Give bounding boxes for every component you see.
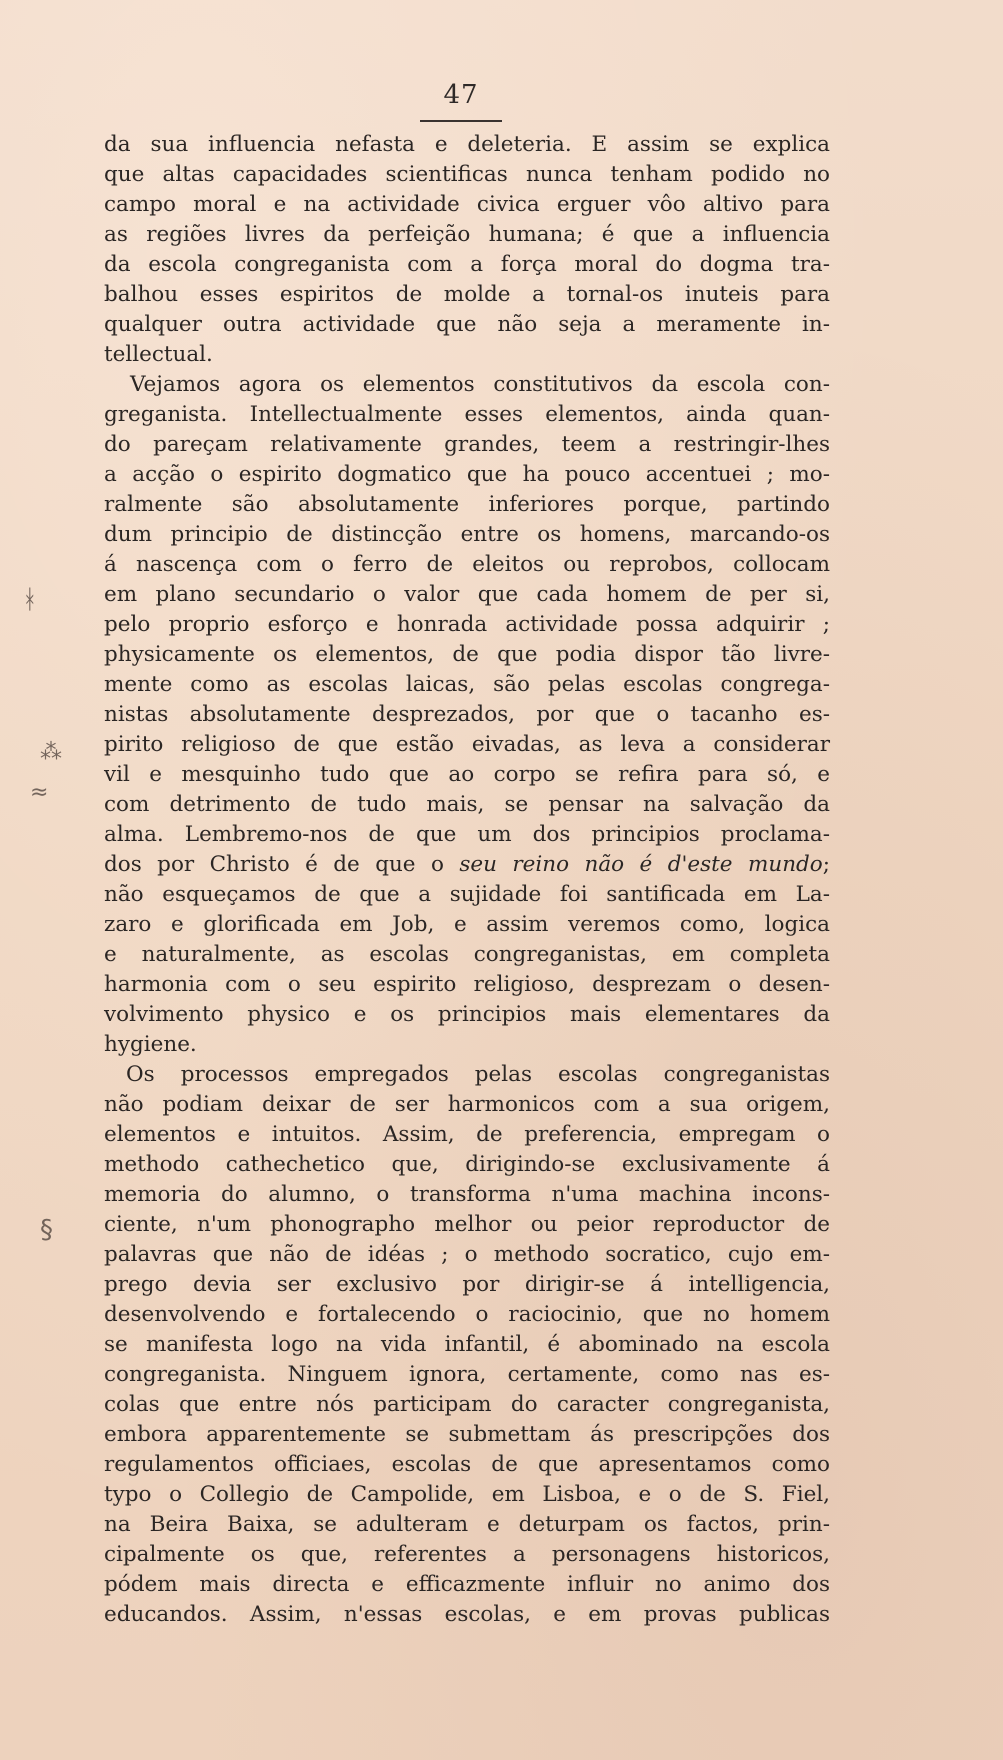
text-line: as regiões livres da perfeição humana; é que a influencia bbox=[104, 222, 830, 247]
text-line: vil e mesquinho tudo que ao corpo se refira para só, e bbox=[104, 762, 830, 787]
text-line: com detrimento de tudo mais, se pensar na salvação da bbox=[104, 792, 830, 817]
page-number: 47 bbox=[443, 80, 479, 110]
text-line: na Beira Baixa, se adulteram e deturpam os factos, prin- bbox=[104, 1512, 830, 1537]
text-fragment: ; bbox=[822, 852, 830, 877]
margin-ink-mark: ᚼ bbox=[22, 585, 38, 615]
text-line: do pareçam relativamente grandes, teem a restringir-lhes bbox=[104, 432, 830, 457]
text-line: e naturalmente, as escolas congreganistas, em completa bbox=[104, 942, 830, 967]
text-line: alma. Lembremo-nos de que um dos principios proclama- bbox=[104, 822, 830, 847]
text-line: pelo proprio esforço e honrada actividade possa adquirir ; bbox=[104, 612, 830, 637]
text-line: nistas absolutamente desprezados, por que o tacanho es- bbox=[104, 702, 830, 727]
text-line: tellectual. bbox=[104, 342, 213, 367]
text-fragment: dos por Christo é de que o bbox=[104, 852, 460, 877]
text-line: ciente, n'um phonographo melhor ou peior reproductor de bbox=[104, 1212, 830, 1237]
text-line: palavras que não de idéas ; o methodo socratico, cujo em- bbox=[104, 1242, 830, 1267]
text-line: methodo cathechetico que, dirigindo-se exclusivamente á bbox=[104, 1152, 830, 1177]
paragraph-start-line: Os processos empregados pelas escolas congreganistas bbox=[126, 1062, 830, 1087]
text-line: prego devia ser exclusivo por dirigir-se á intelligencia, bbox=[104, 1272, 830, 1297]
text-line: á nascença com o ferro de eleitos ou reprobos, collocam bbox=[104, 552, 830, 577]
text-line-with-quote bbox=[104, 850, 830, 880]
text-line: cipalmente os que, referentes a personagens historicos, bbox=[104, 1542, 830, 1567]
margin-ink-mark: ≈ bbox=[30, 780, 49, 805]
text-line: physicamente os elementos, de que podia dispor tão livre- bbox=[104, 642, 830, 667]
text-line: que altas capacidades scientificas nunca tenham podido no bbox=[104, 162, 830, 187]
text-line: educandos. Assim, n'essas escolas, e em provas publicas bbox=[104, 1602, 830, 1627]
text-line: dum principio de distincção entre os homens, marcando-os bbox=[104, 522, 830, 547]
text-line: pirito religioso de que estão eivadas, as leva a considerar bbox=[104, 732, 830, 757]
text-line: elementos e intuitos. Assim, de preferencia, empregam o bbox=[104, 1122, 830, 1147]
text-line: regulamentos officiaes, escolas de que apresentamos como bbox=[104, 1452, 830, 1477]
text-line: hygiene. bbox=[104, 1032, 197, 1057]
text-line: ralmente são absolutamente inferiores porque, partindo bbox=[104, 492, 830, 517]
paragraph-start-line: Vejamos agora os elementos constitutivos da escola con- bbox=[130, 372, 830, 397]
text-line: a acção o espirito dogmatico que ha pouco accentuei ; mo- bbox=[104, 462, 830, 487]
text-line: volvimento physico e os principios mais elementares da bbox=[104, 1002, 830, 1027]
text-line: greganista. Intellectualmente esses elementos, ainda quan- bbox=[104, 402, 830, 427]
text-line: campo moral e na actividade civica erguer vôo altivo para bbox=[104, 192, 830, 217]
text-line: zaro e glorificada em Job, e assim veremos como, logica bbox=[104, 912, 830, 937]
text-line: mente como as escolas laicas, são pelas escolas congrega- bbox=[104, 672, 830, 697]
text-line: se manifesta logo na vida infantil, é abominado na escola bbox=[104, 1332, 830, 1357]
text-line: qualquer outra actividade que não seja a meramente in- bbox=[104, 312, 830, 337]
text-line: em plano secundario o valor que cada homem de per si, bbox=[104, 582, 830, 607]
text-line: da escola congreganista com a força moral do dogma tra- bbox=[104, 252, 830, 277]
text-line: pódem mais directa e efficazmente influir no animo dos bbox=[104, 1572, 830, 1597]
text-line: balhou esses espiritos de molde a tornal-os inuteis para bbox=[104, 282, 830, 307]
text-line: harmonia com o seu espirito religioso, desprezam o desen- bbox=[104, 972, 830, 997]
text-line: desenvolvendo e fortalecendo o raciocinio, que no homem bbox=[104, 1302, 830, 1327]
text-line: congreganista. Ninguem ignora, certamente, como nas es- bbox=[104, 1362, 830, 1387]
page-number-rule bbox=[420, 120, 502, 122]
text-line: da sua influencia nefasta e deleteria. E assim se explica bbox=[104, 132, 830, 157]
body-text bbox=[104, 130, 830, 1630]
margin-ink-mark: ⁂ bbox=[40, 740, 62, 765]
text-line: embora apparentemente se submettam ás prescripções dos bbox=[104, 1422, 830, 1447]
margin-ink-mark: § bbox=[40, 1215, 53, 1245]
text-line: não esqueçamos de que a sujidade foi santificada em La- bbox=[104, 882, 830, 907]
text-line: colas que entre nós participam do caracter congreganista, bbox=[104, 1392, 830, 1417]
italic-quote: seu reino não é d'este mundo bbox=[459, 852, 823, 877]
text-line: typo o Collegio de Campolide, em Lisboa, e o de S. Fiel, bbox=[104, 1482, 830, 1507]
text-line: não podiam deixar de ser harmonicos com a sua origem, bbox=[104, 1092, 830, 1117]
text-line: memoria do alumno, o transforma n'uma machina incons- bbox=[104, 1182, 830, 1207]
